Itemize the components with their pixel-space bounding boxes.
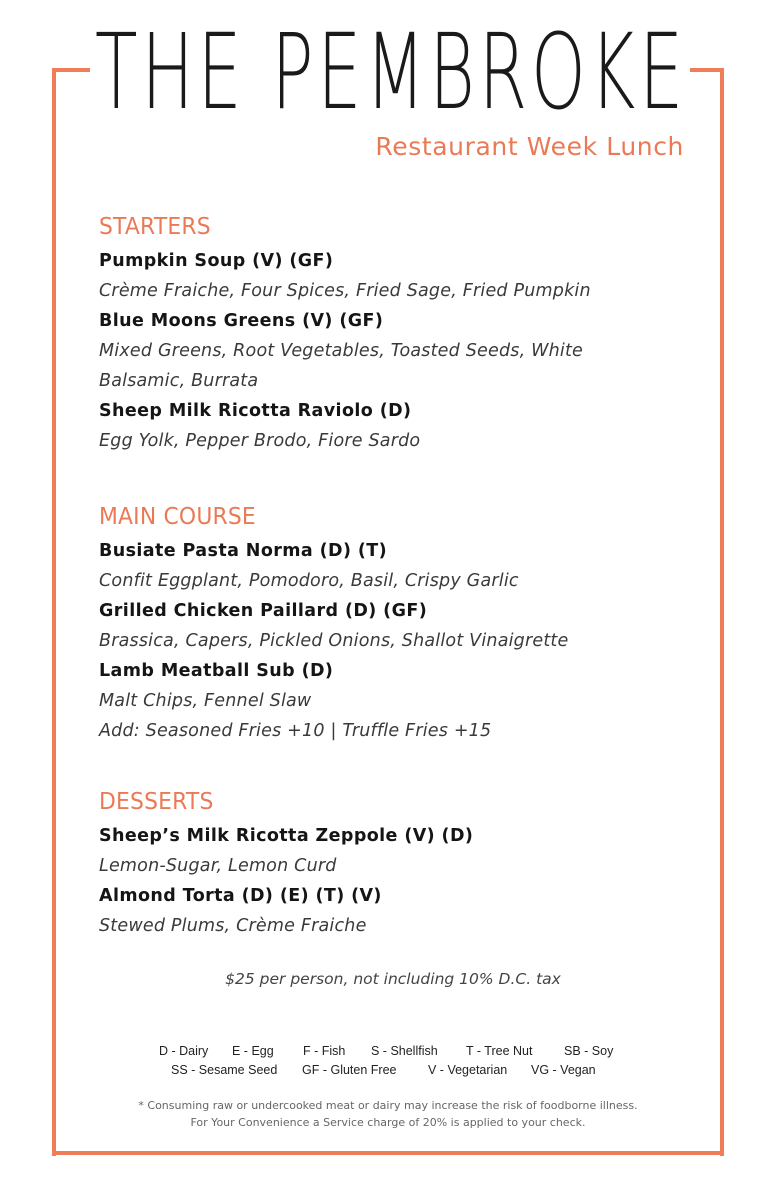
section-title: STARTERS — [99, 214, 211, 240]
price-note: $25 per person, not including 10% D.C. tax — [225, 970, 561, 988]
menu-item-description: Brassica, Capers, Pickled Onions, Shallot Vinaigrette — [99, 631, 569, 651]
frame-right-border — [720, 68, 724, 1156]
legend-sesame-seed: SS - Sesame Seed — [171, 1063, 278, 1077]
menu-item-name: Busiate Pasta Norma (D) (T) — [99, 541, 387, 561]
legend-vegan: VG - Vegan — [531, 1063, 596, 1077]
legend-egg: E - Egg — [232, 1044, 274, 1058]
section-main-course — [99, 502, 699, 746]
frame-bottom-border — [52, 1151, 724, 1155]
menu-item-description: Malt Chips, Fennel Slaw — [99, 691, 312, 711]
menu-item-name: Lamb Meatball Sub (D) — [99, 661, 334, 681]
legend-vegetarian: V - Vegetarian — [428, 1063, 508, 1077]
disclaimer — [0, 1097, 776, 1131]
section-title: DESSERTS — [99, 789, 214, 815]
legend-dairy: D - Dairy — [159, 1044, 209, 1058]
menu-item-description: Mixed Greens, Root Vegetables, Toasted Seeds, White — [99, 341, 583, 361]
section-title: MAIN COURSE — [99, 504, 256, 530]
frame-left-border — [52, 68, 56, 1156]
restaurant-logo-title: THE PEMBROKE — [95, 10, 688, 133]
menu-item-description: Confit Eggplant, Pomodoro, Basil, Crispy Garlic — [99, 571, 519, 591]
menu-item-description: Stewed Plums, Crème Fraiche — [99, 916, 367, 936]
menu-item-name: Sheep Milk Ricotta Raviolo (D) — [99, 401, 412, 421]
menu-item-description: Egg Yolk, Pepper Brodo, Fiore Sardo — [99, 431, 421, 451]
menu-item-name: Pumpkin Soup (V) (GF) — [99, 251, 334, 271]
menu-item-description: Balsamic, Burrata — [99, 371, 259, 391]
legend-fish: F - Fish — [303, 1044, 346, 1058]
frame-top-left-border — [52, 68, 90, 72]
section-starters — [99, 212, 699, 456]
legend-shellfish: S - Shellfish — [371, 1044, 438, 1058]
disclaimer-service-charge: For Your Convenience a Service charge of 20% is applied to your check. — [190, 1116, 586, 1129]
menu-item-name: Grilled Chicken Paillard (D) (GF) — [99, 601, 428, 621]
menu-item-name: Almond Torta (D) (E) (T) (V) — [99, 886, 382, 906]
frame-top-right-border — [690, 68, 724, 72]
legend-tree-nut: T - Tree Nut — [466, 1044, 533, 1058]
menu-item-addon: Add: Seasoned Fries +10 | Truffle Fries +15 — [99, 721, 492, 741]
section-desserts — [99, 787, 699, 941]
menu-item-description: Crème Fraiche, Four Spices, Fried Sage, Fried Pumpkin — [99, 281, 591, 301]
menu-item-description: Lemon-Sugar, Lemon Curd — [99, 856, 337, 876]
menu-item-name: Blue Moons Greens (V) (GF) — [99, 311, 384, 331]
legend-gluten-free: GF - Gluten Free — [302, 1063, 397, 1077]
menu-item-name: Sheep’s Milk Ricotta Zeppole (V) (D) — [99, 826, 474, 846]
disclaimer-food-safety: * Consuming raw or undercooked meat or dairy may increase the risk of foodborne illness. — [138, 1099, 638, 1112]
menu-subtitle: Restaurant Week Lunch — [375, 132, 684, 161]
legend-soy: SB - Soy — [564, 1044, 614, 1058]
